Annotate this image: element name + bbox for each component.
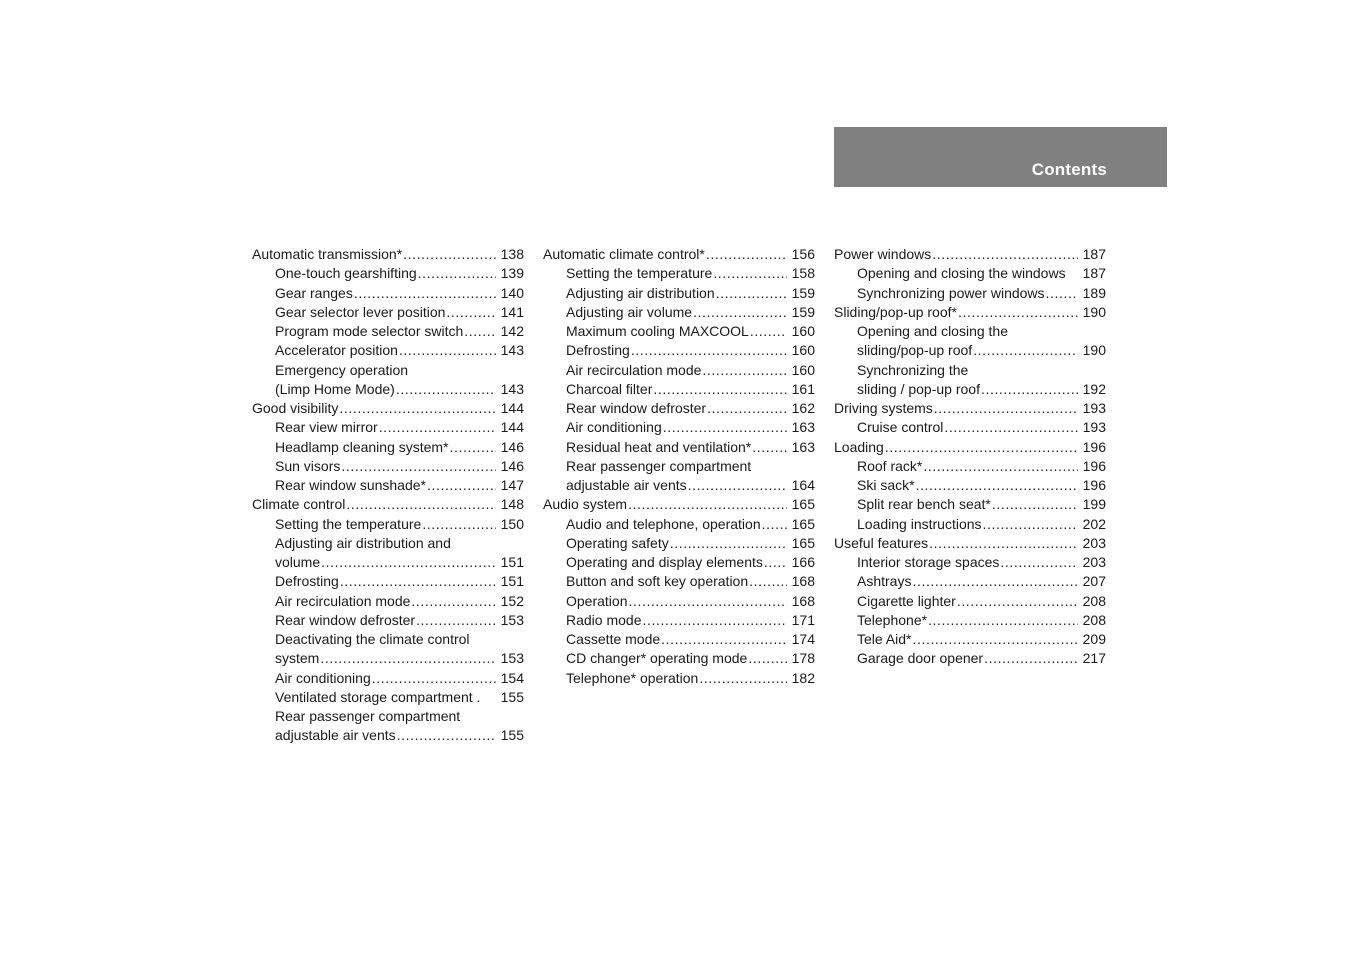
dot-leader [670, 534, 787, 553]
toc-entry[interactable] [834, 303, 1106, 322]
dot-leader [932, 245, 1078, 264]
dot-leader [396, 380, 496, 399]
toc-subentry[interactable] [543, 476, 815, 495]
toc-entry[interactable] [834, 534, 1106, 553]
toc-page-number: 178 [791, 650, 815, 667]
dot-leader [341, 457, 496, 476]
toc-subentry[interactable] [834, 630, 1106, 649]
toc-page-number: 199 [1082, 496, 1106, 513]
toc-entry-title: Gear selector lever position [275, 303, 446, 320]
toc-subentry[interactable] [543, 553, 815, 572]
toc-entry-title: Telephone* operation [566, 669, 699, 686]
toc-page-number: 187 [1082, 246, 1106, 262]
toc-entry[interactable] [543, 245, 815, 264]
dot-leader [716, 284, 787, 303]
toc-page-number: 196 [1082, 438, 1106, 455]
toc-subentry[interactable] [834, 649, 1106, 668]
toc-page-number: 142 [500, 323, 524, 339]
dot-leader [929, 534, 1078, 553]
toc-subentry[interactable] [543, 649, 815, 668]
toc-subentry[interactable] [543, 592, 815, 611]
dot-leader [750, 322, 787, 341]
toc-subentry[interactable] [252, 380, 524, 399]
toc-subentry[interactable] [252, 284, 524, 303]
dot-leader [397, 726, 496, 745]
toc-page-number: 143 [500, 380, 524, 397]
toc-subentry[interactable] [543, 284, 815, 303]
toc-entry-title: Sun visors [275, 457, 341, 474]
toc-entry-title: Audio and telephone, operation [566, 515, 761, 532]
toc-page-number: 165 [791, 496, 815, 513]
toc-page-number: 141 [500, 303, 524, 320]
toc-subentry[interactable] [543, 515, 815, 534]
dot-leader [354, 284, 496, 303]
toc-subentry[interactable] [543, 611, 815, 630]
toc-entry-title: CD changer* operating mode [566, 650, 748, 667]
toc-entry-title: Rear window defroster [566, 400, 707, 416]
toc-entry-title: Gear ranges [275, 284, 353, 301]
toc-subentry[interactable] [252, 418, 524, 437]
toc-page-number: 153 [500, 611, 524, 628]
toc-page-number: 202 [1082, 515, 1106, 532]
toc-page-number: 203 [1082, 554, 1106, 570]
dot-leader [446, 303, 496, 322]
toc-page-number: 154 [500, 669, 524, 686]
toc-entry-title: sliding / pop-up roof [857, 380, 980, 397]
toc-page-number: 162 [791, 400, 815, 416]
dot-leader [688, 476, 787, 495]
dot-leader [748, 649, 787, 668]
dot-leader [346, 495, 496, 514]
toc-subentry[interactable] [252, 726, 524, 745]
dot-leader [422, 515, 496, 534]
toc-entry-title: Cassette mode [566, 631, 661, 647]
toc-page-number: 144 [500, 400, 524, 416]
toc-entry-title: volume [275, 554, 321, 570]
toc-entry-title: Defrosting [566, 342, 630, 359]
toc-entry-title: sliding/pop-up roof [857, 342, 973, 359]
toc-entry-title: Garage door opener [857, 650, 984, 667]
toc-entry-title: Headlamp cleaning system* [275, 438, 449, 455]
dot-leader [1000, 553, 1078, 572]
toc-subentry[interactable] [252, 438, 524, 457]
toc-entry-title: Rear window sunshade* [275, 477, 426, 493]
toc-page-number: 146 [500, 457, 524, 474]
toc-subentry[interactable] [834, 495, 1106, 514]
toc-subentry[interactable] [252, 457, 524, 476]
toc-page-number: 217 [1082, 650, 1106, 667]
toc-entry-title: Rear passenger compartment [566, 457, 752, 474]
toc-entry-title: Adjusting air distribution and [275, 534, 451, 551]
toc-subentry[interactable] [543, 341, 815, 360]
toc-page-number: 139 [500, 265, 524, 282]
dot-leader [416, 611, 496, 630]
toc-entry-title: Roof rack* [857, 457, 923, 474]
toc-page-number: 168 [791, 573, 815, 590]
toc-page-number: 151 [500, 573, 524, 590]
toc-entry-title: Residual heat and ventilation* [566, 438, 752, 455]
toc-entry[interactable] [252, 399, 524, 418]
toc-entry-title: Cruise control [857, 419, 944, 436]
toc-subentry[interactable] [252, 341, 524, 360]
dot-leader [885, 438, 1078, 457]
toc-entry-title: Adjusting air volume [566, 303, 693, 320]
toc-entry-title: Ski sack* [857, 477, 915, 493]
toc-page-number: 159 [791, 284, 815, 301]
toc-entry-title: Telephone* [857, 611, 928, 628]
toc-page-number: 160 [791, 361, 815, 378]
toc-entry[interactable] [543, 495, 815, 514]
toc-page-number: 146 [500, 438, 524, 455]
toc-entry-title: Setting the temperature [566, 265, 713, 282]
toc-subentry[interactable] [834, 418, 1106, 437]
toc-entry-title: adjustable air vents [566, 477, 687, 493]
toc-page-number: 192 [1082, 380, 1106, 397]
toc-entry-title: Deactivating the climate control [275, 631, 470, 647]
toc-entry-title: (Limp Home Mode) [275, 380, 395, 397]
toc-entry-title: Opening and closing the [857, 323, 1008, 339]
toc-subentry[interactable] [543, 303, 815, 322]
toc-entry[interactable] [252, 245, 524, 264]
toc-subentry[interactable] [252, 303, 524, 322]
toc-subentry[interactable] [252, 611, 524, 630]
toc-subentry[interactable] [543, 572, 815, 591]
toc-subentry[interactable] [252, 688, 524, 707]
toc-page-number: 193 [1082, 419, 1106, 436]
toc-entry-title: One-touch gearshifting [275, 265, 417, 282]
dot-leader [912, 572, 1078, 591]
toc-entry-title: Interior storage spaces [857, 554, 1000, 570]
toc-page-number: 155 [500, 727, 524, 744]
toc-page-number: 160 [791, 342, 815, 359]
toc-page-number: 189 [1082, 284, 1106, 301]
toc-page-number: 158 [791, 265, 815, 282]
toc-entry-title: Synchronizing the [857, 361, 969, 378]
toc-subentry [252, 534, 524, 553]
toc-page-number: 165 [791, 534, 815, 551]
toc-entry-title: Sliding/pop-up roof* [834, 303, 957, 320]
toc-entry-title: Synchronizing power windows [857, 284, 1045, 301]
dot-leader [916, 476, 1078, 495]
dot-leader [923, 457, 1078, 476]
dot-leader [957, 592, 1078, 611]
toc-page-number: 143 [500, 342, 524, 359]
dot-leader [984, 649, 1078, 668]
toc-entry-title: adjustable air vents [275, 727, 396, 744]
toc-entry-title: Split rear bench seat* [857, 496, 991, 513]
toc-entry-title: Driving systems [834, 400, 933, 416]
toc-subentry[interactable] [252, 592, 524, 611]
toc-entry-title: Air conditioning [275, 669, 371, 686]
dot-leader [418, 264, 496, 283]
toc-page-number: 182 [791, 669, 815, 686]
dot-leader [372, 669, 496, 688]
toc-column-3 [834, 245, 1106, 669]
dot-leader [320, 649, 496, 668]
toc-page-number: 163 [791, 419, 815, 436]
toc-entry-title: Setting the temperature [275, 515, 422, 532]
toc-entry-title: Automatic climate control* [543, 246, 705, 262]
toc-entry-title: Rear window defroster [275, 611, 416, 628]
dot-leader [411, 592, 496, 611]
toc-page-number: 203 [1082, 534, 1106, 551]
toc-page-number: 193 [1082, 400, 1106, 416]
toc-entry-title: Useful features [834, 534, 929, 551]
toc-entry-title: Opening and closing the windows [857, 265, 1066, 282]
toc-entry[interactable] [834, 438, 1106, 457]
toc-subentry[interactable] [834, 592, 1106, 611]
dot-leader [321, 553, 496, 572]
toc-entry-title: Loading [834, 438, 884, 455]
toc-subentry [252, 361, 524, 380]
dot-leader [643, 611, 788, 630]
toc-page-number: 155 [500, 688, 524, 705]
toc-entry-title: Rear passenger compartment [275, 708, 461, 724]
toc-entry-title: Ashtrays [857, 573, 912, 590]
toc-entry-title: Automatic transmission* [252, 246, 403, 262]
toc-page-number: 196 [1082, 477, 1106, 493]
dot-leader [752, 438, 787, 457]
toc-page-number: 144 [500, 419, 524, 436]
toc-entry-title: system [275, 650, 320, 667]
toc-page-number: 148 [500, 496, 524, 513]
toc-page-number: 151 [500, 554, 524, 570]
toc-page-number: 168 [791, 592, 815, 609]
toc-entry-title: Adjusting air distribution [566, 284, 715, 301]
toc-subentry[interactable] [834, 264, 1106, 283]
dot-leader [992, 495, 1078, 514]
dot-leader [628, 592, 787, 611]
toc-page-number: 208 [1082, 592, 1106, 609]
dot-leader [707, 399, 787, 418]
toc-page-number: 156 [791, 246, 815, 262]
toc-subentry[interactable] [834, 515, 1106, 534]
toc-subentry [543, 457, 815, 476]
toc-subentry[interactable] [834, 341, 1106, 360]
toc-entry-title: Power windows [834, 246, 932, 262]
toc-entry-title: Cigarette lighter [857, 592, 956, 609]
dot-leader [464, 322, 496, 341]
toc-subentry[interactable] [543, 322, 815, 341]
dot-leader [981, 380, 1078, 399]
toc-subentry[interactable] [834, 380, 1106, 399]
toc-page-number: 150 [500, 515, 524, 532]
toc-page-number: 161 [791, 380, 815, 397]
toc-entry-title: Ventilated storage compartment . [275, 688, 481, 705]
toc-entry-title: Radio mode [566, 611, 642, 628]
toc-subentry[interactable] [834, 572, 1106, 591]
toc-subentry[interactable] [834, 284, 1106, 303]
dot-leader [749, 572, 787, 591]
toc-entry-title: Air recirculation mode [275, 592, 411, 609]
dot-leader [713, 264, 787, 283]
dot-leader [983, 515, 1078, 534]
toc-subentry[interactable] [543, 534, 815, 553]
dot-leader [973, 341, 1078, 360]
toc-entry[interactable] [834, 245, 1106, 264]
toc-page-number: 174 [791, 631, 815, 647]
toc-subentry[interactable] [252, 322, 524, 341]
toc-subentry[interactable] [834, 611, 1106, 630]
toc-page-number: 159 [791, 303, 815, 320]
contents-header-bar [834, 127, 1167, 187]
toc-page-number: 140 [500, 284, 524, 301]
toc-subentry [252, 707, 524, 726]
toc-page-number: 187 [1082, 265, 1106, 282]
dot-leader [340, 572, 496, 591]
toc-page-number: 208 [1082, 611, 1106, 628]
toc-entry-title: Air recirculation mode [566, 361, 702, 378]
toc-entry-title: Button and soft key operation [566, 573, 749, 590]
toc-subentry[interactable] [543, 418, 815, 437]
toc-page-number: 138 [500, 246, 524, 262]
toc-entry-title: Good visibility [252, 400, 339, 416]
toc-page-number: 153 [500, 650, 524, 667]
dot-leader [944, 418, 1078, 437]
toc-page-number: 190 [1082, 342, 1106, 359]
toc-subentry [834, 361, 1106, 380]
dot-leader [628, 495, 787, 514]
toc-subentry [834, 322, 1106, 341]
toc-page-number: 152 [500, 592, 524, 609]
dot-leader [706, 245, 787, 264]
toc-column-1 [252, 245, 524, 746]
dot-leader [379, 418, 496, 437]
toc-subentry[interactable] [252, 553, 524, 572]
toc-page-number: 207 [1082, 573, 1106, 590]
toc-subentry[interactable] [543, 361, 815, 380]
toc-entry-title: Operating safety [566, 534, 669, 551]
toc-entry-title: Emergency operation [275, 361, 409, 378]
dot-leader [702, 361, 787, 380]
toc-page-number: 171 [791, 611, 815, 628]
toc-page-number: 196 [1082, 457, 1106, 474]
toc-entry-title: Accelerator position [275, 342, 398, 359]
toc-subentry[interactable] [543, 264, 815, 283]
toc-entry-title: Rear view mirror [275, 419, 378, 436]
dot-leader [928, 611, 1078, 630]
toc-subentry[interactable] [834, 457, 1106, 476]
toc-subentry[interactable] [543, 669, 815, 688]
dot-leader [699, 669, 787, 688]
dot-leader [427, 476, 496, 495]
toc-entry[interactable] [834, 399, 1106, 418]
toc-subentry[interactable] [543, 630, 815, 649]
toc-entry-title: Charcoal filter [566, 380, 653, 397]
toc-subentry[interactable] [252, 515, 524, 534]
toc-entry-title: Program mode selector switch [275, 323, 464, 339]
dot-leader [653, 380, 787, 399]
dot-leader [339, 399, 496, 418]
dot-leader [934, 399, 1078, 418]
toc-entry-title: Audio system [543, 496, 628, 513]
dot-leader [663, 418, 787, 437]
toc-page-number: 209 [1082, 631, 1106, 647]
toc-entry-title: Air conditioning [566, 419, 662, 436]
toc-entry-title: Operation [566, 592, 628, 609]
toc-subentry[interactable] [252, 264, 524, 283]
dot-leader [661, 630, 787, 649]
toc-entry-title: Defrosting [275, 573, 339, 590]
dot-leader [764, 553, 787, 572]
dot-leader [631, 341, 787, 360]
toc-entry-title: Climate control [252, 496, 346, 513]
toc-subentry[interactable] [543, 399, 815, 418]
toc-page-number: 163 [791, 438, 815, 455]
toc-entry-title: Loading instructions [857, 515, 982, 532]
toc-page-number: 164 [791, 477, 815, 493]
toc-subentry [252, 630, 524, 649]
toc-page-number: 166 [791, 554, 815, 570]
toc-subentry[interactable] [543, 380, 815, 399]
dot-leader [399, 341, 496, 360]
toc-subentry[interactable] [252, 649, 524, 668]
toc-entry-title: Maximum cooling MAXCOOL [566, 323, 749, 339]
dot-leader [693, 303, 787, 322]
dot-leader [1046, 284, 1078, 303]
dot-leader [403, 245, 496, 264]
dot-leader [762, 515, 787, 534]
toc-column-2 [543, 245, 815, 688]
toc-subentry[interactable] [834, 476, 1106, 495]
toc-entry-title: Tele Aid* [857, 631, 912, 647]
toc-page-number: 160 [791, 323, 815, 339]
toc-entry[interactable] [252, 495, 524, 514]
toc-page-number: 147 [500, 477, 524, 493]
toc-subentry[interactable] [252, 669, 524, 688]
toc-subentry[interactable] [834, 553, 1106, 572]
page-title: Contents [1031, 160, 1107, 179]
toc-entry-title: Operating and display elements [566, 554, 763, 570]
dot-leader [450, 438, 496, 457]
dot-leader [958, 303, 1078, 322]
toc-page-number: 190 [1082, 303, 1106, 320]
toc-subentry[interactable] [543, 438, 815, 457]
toc-page-number: 165 [791, 515, 815, 532]
toc-subentry[interactable] [252, 572, 524, 591]
dot-leader [912, 630, 1078, 649]
toc-subentry[interactable] [252, 476, 524, 495]
